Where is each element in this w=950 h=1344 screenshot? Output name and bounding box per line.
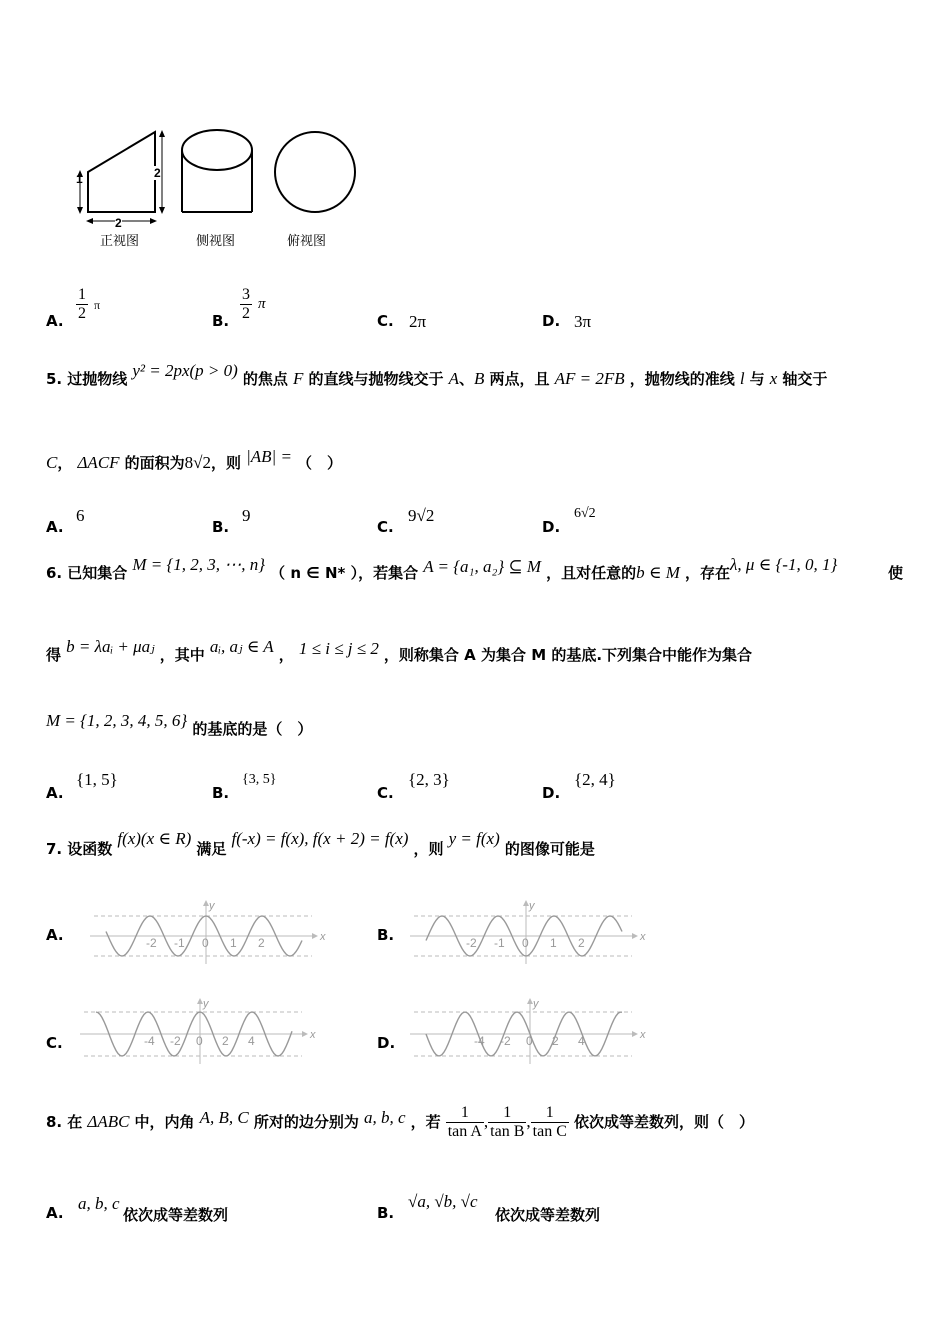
question-7: [46, 826, 916, 1076]
q7-option-d-label: D.: [377, 1034, 396, 1052]
q7-graph-a: [86, 900, 326, 976]
q4-option-b-pi: π: [258, 296, 266, 312]
tick-label: 4: [248, 1034, 255, 1048]
tick-label: 1: [230, 936, 237, 950]
y-axis-label: y: [209, 900, 215, 912]
q4-option-a-fraction: $\frac{1}{2}$: [78, 286, 86, 322]
three-view-figure: [70, 120, 370, 250]
q8-fraction-c: $\frac{1}{\text{tan C}}$: [532, 1104, 567, 1140]
dim-2-bottom-label: 2: [115, 216, 122, 230]
top-view-caption: 俯视图: [287, 234, 327, 249]
tick-label: 0: [202, 936, 209, 950]
q5-options: A. 6 B. 9 C. 9√2 D. 6√2: [46, 506, 596, 536]
y-axis-label: y: [529, 900, 535, 912]
y-axis-label: y: [203, 998, 209, 1010]
tick-label: 2: [222, 1034, 229, 1048]
front-view-caption: 正视图: [100, 234, 140, 249]
q7-option-a-label: A.: [46, 926, 64, 944]
q4-option-b-label: B.: [212, 312, 230, 330]
top-view-circle: [275, 132, 355, 212]
q7-option-c-label: C.: [46, 1034, 63, 1052]
tick-label: -4: [144, 1034, 155, 1048]
q6-options: A. {1, 5} B. {3, 5} C. {2, 3} D. {2, 4}: [46, 770, 616, 802]
q5-line-2: C， ΔACF 的面积为8√2，则 |AB| = （ ）: [46, 447, 343, 472]
tick-label: -2: [146, 936, 157, 950]
front-view-shape: [88, 132, 155, 212]
x-axis-arrow: [632, 1031, 638, 1037]
q7-graph-d: [406, 998, 646, 1076]
q7-stem: 7. 设函数 f(x)(x ∈ R) 满足 f(-x) = f(x), f(x + 2) = f(x) ，则 y = f(x) 的图像可能是: [46, 829, 595, 858]
tick-label: 4: [578, 1034, 585, 1048]
q6-line-2: 得 b = λaᵢ + μaⱼ ，其中 aᵢ, aⱼ ∈ A ， 1 ≤ i ≤ j ≤ 2 ，则称集合 A 为集合 M 的基底.下列集合中能作为集合: [46, 637, 753, 664]
x-axis-label: x: [640, 1029, 646, 1041]
x-axis-label: x: [310, 1029, 316, 1041]
question-6: [46, 555, 916, 802]
q4-option-a-pi: π: [94, 298, 101, 312]
x-axis-arrow: [632, 933, 638, 939]
tick-label: -1: [174, 936, 185, 950]
side-view-top-ellipse: [182, 130, 252, 170]
question-5: [46, 361, 916, 538]
q4-option-b-fraction: $\frac{3}{2}$: [242, 286, 250, 322]
q8-fraction-a: $\frac{1}{\text{tan A}}$: [447, 1104, 482, 1140]
tick-label: 2: [552, 1034, 559, 1048]
tick-label: 0: [196, 1034, 203, 1048]
q7-graph-c: [76, 998, 316, 1076]
side-view-caption: 侧视图: [196, 234, 236, 249]
dim-1-label: 1: [76, 172, 83, 186]
tick-label: -2: [170, 1034, 181, 1048]
question-8: [46, 1104, 916, 1234]
q4-option-c-value: 2π: [409, 312, 427, 331]
tick-label: -1: [494, 936, 505, 950]
q8-stem: 8. 在 ΔABC 中，内角 A, B, C 所对的边分别为 a, b, c ，若 $\frac{1}{\text{tan A}}$ , $\frac{1}{\text{tan B}}$ , $\frac{1}{\text{tan C}}$ 依次成等差数列，则（ ）: [46, 1104, 754, 1140]
q7-option-b-label: B.: [377, 926, 395, 944]
x-axis-arrow: [302, 1031, 308, 1037]
dim-2-side-label: 2: [154, 166, 161, 180]
q4-option-d-value: 3π: [574, 312, 592, 331]
q6-shi: 使: [888, 564, 904, 582]
tick-label: 0: [522, 936, 529, 950]
x-axis-label: x: [320, 931, 326, 943]
q5-line-1: 5. 过抛物线 y² = 2px(p > 0) 的焦点 F 的直线与抛物线交于 A、B 两点，且 AF = 2FB ，抛物线的准线 l 与 x 轴交于: [46, 361, 828, 388]
q4-option-c-label: C.: [377, 312, 394, 330]
q4-option-d-label: D.: [542, 312, 561, 330]
q6-line-1: 6. 已知集合 M = {1, 2, 3, ⋯, n} （ n ∈ N* ），若集合 A = {a₁, a₂} ⊆ M ，且对任意的b ∈ M ，存在λ, μ ∈ {-1, 0, 1}: [46, 555, 838, 582]
q6-line-3: M = {1, 2, 3, 4, 5, 6} 的基底的是（ ）: [46, 711, 313, 738]
tick-label: -4: [474, 1034, 485, 1048]
tick-label: 1: [550, 936, 557, 950]
q7-graph-b: [406, 900, 646, 976]
q4-option-a-label: A.: [46, 312, 64, 330]
tick-label: -2: [466, 936, 477, 950]
q8-fraction-b: $\frac{1}{\text{tan B}}$: [490, 1104, 525, 1140]
tick-label: 2: [578, 936, 585, 950]
tick-label: 0: [526, 1034, 533, 1048]
q8-options: A. a, b, c 依次成等差数列 B. √a, √b, √c 依次成等差数列: [46, 1192, 601, 1224]
x-axis-arrow: [312, 933, 318, 939]
tick-label: 2: [258, 936, 265, 950]
y-axis-label: y: [533, 998, 539, 1010]
q4-options: [46, 286, 666, 336]
x-axis-label: x: [640, 931, 646, 943]
tick-label: -2: [500, 1034, 511, 1048]
